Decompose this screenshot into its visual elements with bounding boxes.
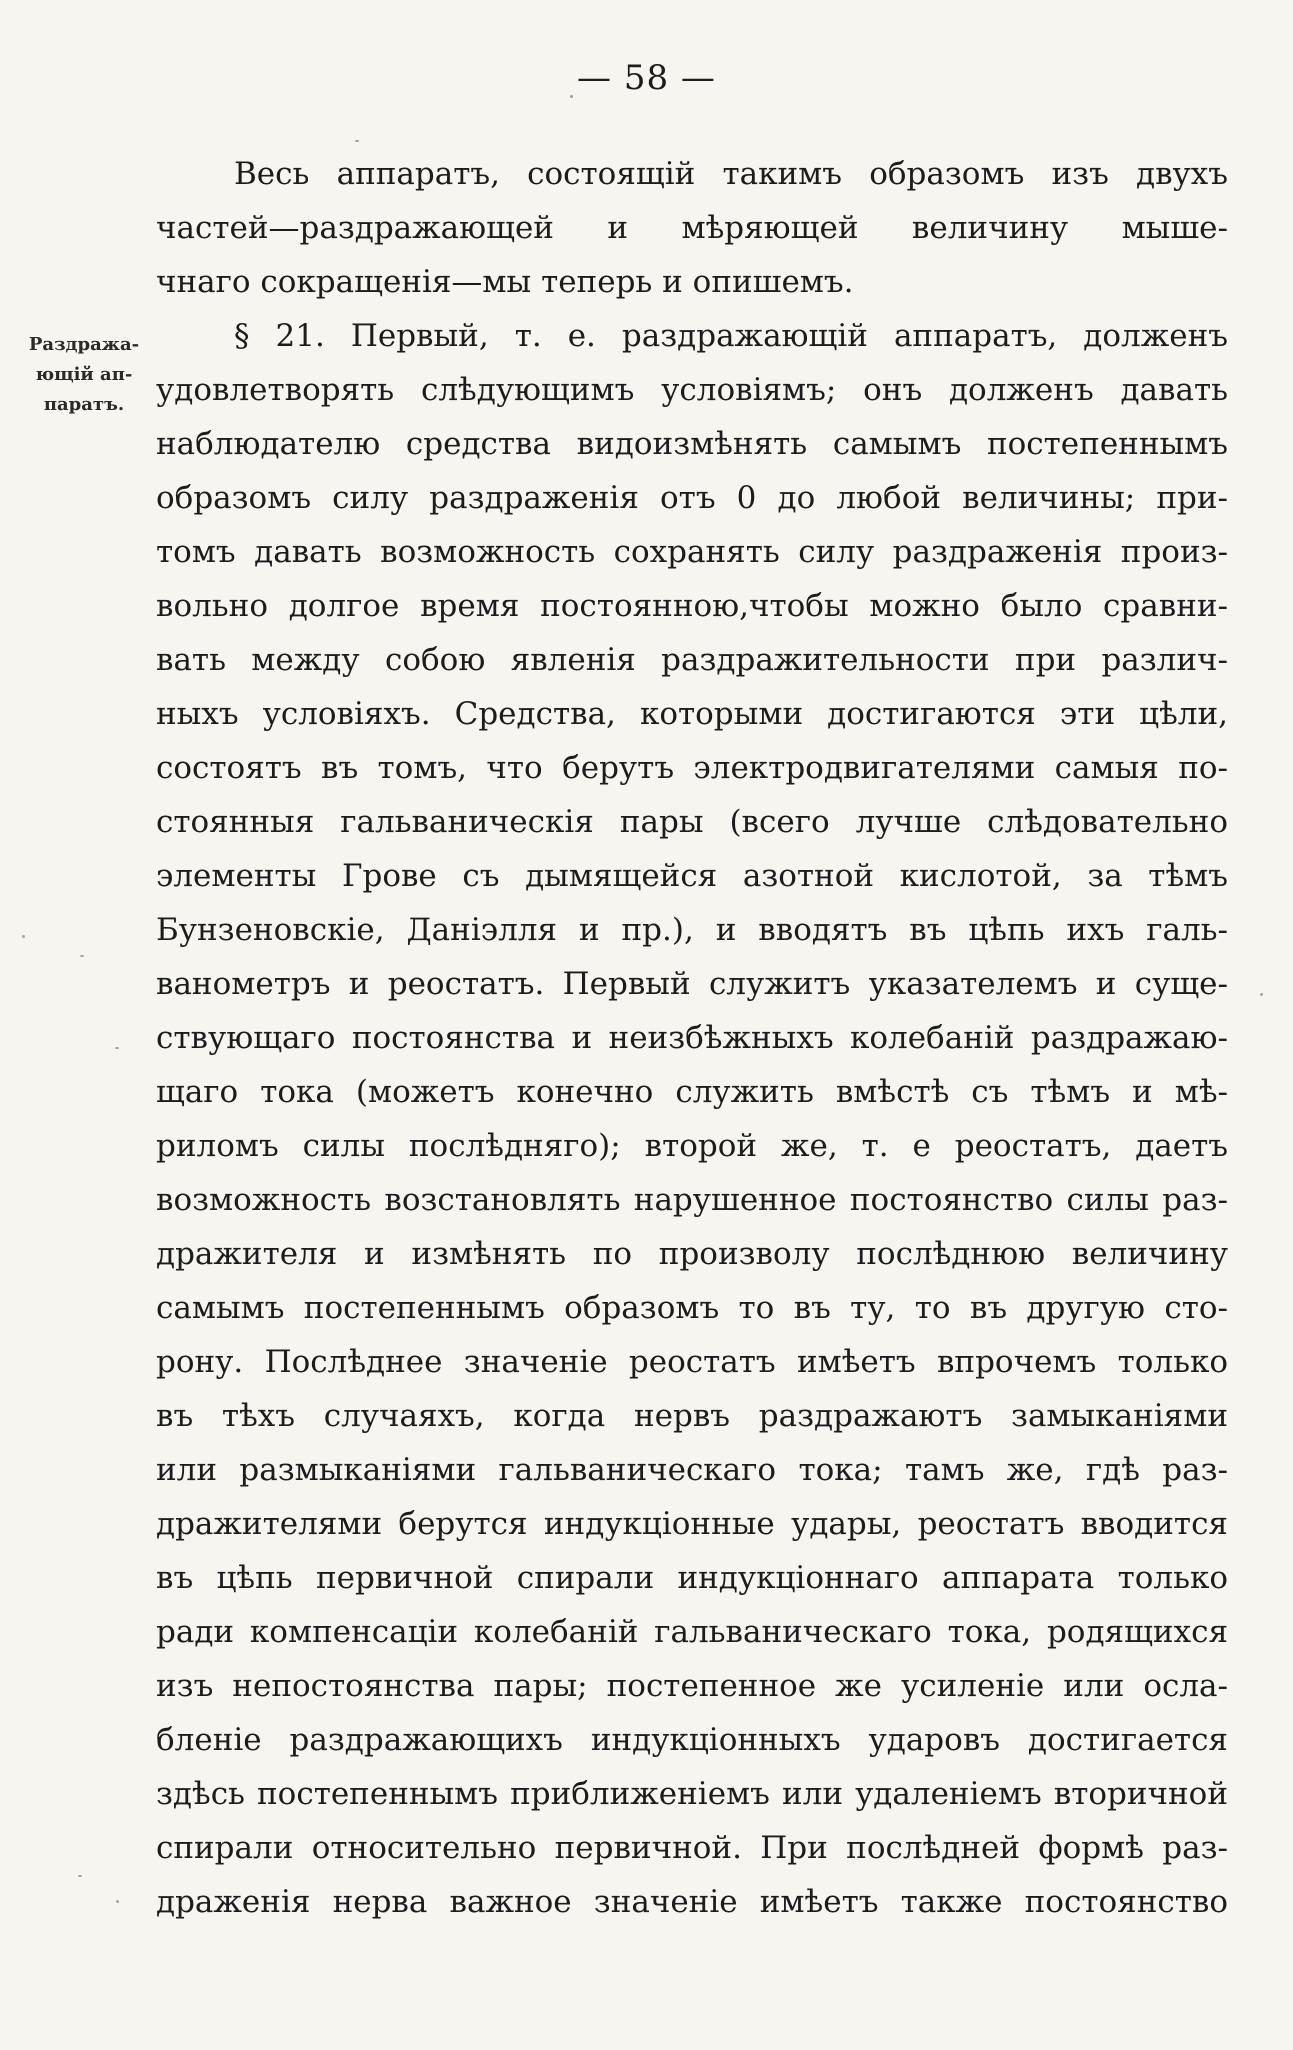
text-line: или размыканіями гальваническаго тока; тамъ же, гдѣ раз- bbox=[156, 1452, 1228, 1488]
margin-note-line: паратъ. bbox=[43, 394, 125, 415]
text-line: въ цѣпь первичной спирали индукціоннаго аппарата только bbox=[156, 1560, 1228, 1596]
text-line: спирали относительно первичной. При послѣдней формѣ раз- bbox=[156, 1830, 1228, 1866]
text-line: самымъ постепеннымъ образомъ то въ ту, то въ другую сто- bbox=[156, 1290, 1228, 1326]
print-speck bbox=[570, 95, 573, 98]
body-text bbox=[156, 147, 1228, 1929]
print-speck bbox=[115, 1047, 119, 1049]
text-line: образомъ силу раздраженія отъ 0 до любой величины; при- bbox=[156, 480, 1228, 516]
margin-note-line: Раздража- bbox=[28, 334, 140, 355]
text-line: Весь аппаратъ, состоящій такимъ образомъ изъ двухъ bbox=[234, 156, 1228, 192]
section-heading-line: § 21. Первый, т. е. раздражающій аппаратъ, долженъ bbox=[234, 318, 1228, 354]
print-speck bbox=[22, 935, 25, 938]
text-line: вать между собою явленія раздражительности при различ- bbox=[156, 642, 1228, 678]
text-line: дражителями берутся индукціонные удары, реостатъ вводится bbox=[156, 1506, 1228, 1542]
print-speck bbox=[80, 955, 84, 957]
text-line: элементы Грове съ дымящейся азотной кислотой, за тѣмъ bbox=[156, 858, 1228, 894]
page-number: — 58 — bbox=[577, 58, 716, 98]
print-speck bbox=[78, 1875, 82, 1877]
text-line: ныхъ условіяхъ. Средства, которыми достигаются эти цѣли, bbox=[156, 696, 1228, 732]
text-line: вольно долгое время постоянною,чтобы можно было сравни- bbox=[156, 588, 1228, 624]
margin-note-line: ющій ап- bbox=[35, 364, 133, 385]
text-line: здѣсь постепеннымъ приближеніемъ или удаленіемъ вторичной bbox=[156, 1776, 1228, 1812]
print-speck bbox=[355, 140, 359, 142]
text-line: въ тѣхъ случаяхъ, когда нервъ раздражаютъ замыканіями bbox=[156, 1398, 1228, 1434]
text-line: бленіе раздражающихъ индукціонныхъ ударовъ достигается bbox=[156, 1722, 1228, 1758]
text-line: ствующаго постоянства и неизбѣжныхъ колебаній раздражаю- bbox=[156, 1020, 1228, 1056]
text-line: изъ непостоянства пары; постепенное же усиленіе или осла- bbox=[156, 1668, 1228, 1704]
text-line: драженія нерва важное значеніе имѣетъ также постоянство bbox=[156, 1884, 1228, 1920]
text-line: стоянныя гальваническія пары (всего лучше слѣдовательно bbox=[156, 804, 1228, 840]
text-line: состоятъ въ томъ, что берутъ электродвигателями самыя по- bbox=[156, 750, 1228, 786]
text-line: удовлетворять слѣдующимъ условіямъ; онъ долженъ давать bbox=[156, 372, 1228, 408]
text-line: возможность возстановлять нарушенное постоянство силы раз- bbox=[156, 1182, 1228, 1218]
text-line: ванометръ и реостатъ. Первый служитъ указателемъ и суще- bbox=[156, 966, 1228, 1002]
text-line: наблюдателю средства видоизмѣнять самымъ постепеннымъ bbox=[156, 426, 1228, 462]
text-line: дражителя и измѣнять по произволу послѣднюю величину bbox=[156, 1236, 1228, 1272]
print-speck bbox=[116, 1900, 119, 1903]
margin-note bbox=[18, 330, 150, 420]
print-speck bbox=[1260, 993, 1263, 996]
text-line: риломъ силы послѣдняго); второй же, т. е реостатъ, даетъ bbox=[156, 1128, 1228, 1164]
text-line: рону. Послѣднее значеніе реостатъ имѣетъ впрочемъ только bbox=[156, 1344, 1228, 1380]
text-line: частей—раздражающей и мѣряющей величину мыше- bbox=[156, 210, 1228, 246]
text-line: ради компенсаціи колебаній гальваническаго тока, родящихся bbox=[156, 1614, 1228, 1650]
text-line: щаго тока (можетъ конечно служить вмѣстѣ съ тѣмъ и мѣ- bbox=[156, 1074, 1228, 1110]
text-line: томъ давать возможность сохранять силу раздраженія произ- bbox=[156, 534, 1228, 570]
text-line: Бунзеновскіе, Даніэлля и пр.), и вводятъ въ цѣпь ихъ галь- bbox=[156, 912, 1228, 948]
text-line: чнаго сокращенія—мы теперь и опишемъ. bbox=[156, 264, 854, 300]
